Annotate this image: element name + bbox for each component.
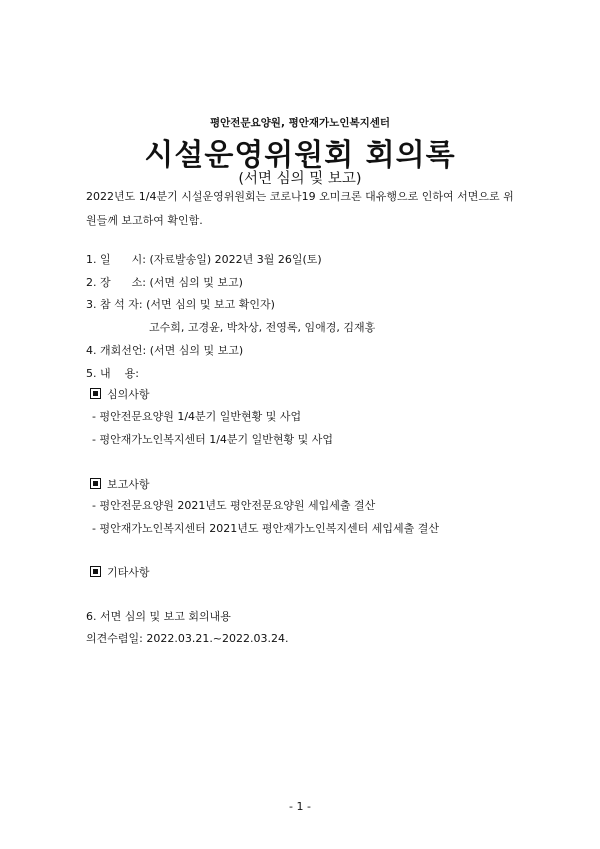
section-other-title: 기타사항: [107, 566, 150, 579]
item-date-label: 1. 일 시:: [86, 253, 146, 266]
attendee-names: 고수희, 고경윤, 박차상, 전영록, 임애경, 김재홍: [149, 321, 376, 334]
filled-square-bullet-icon: [90, 566, 101, 577]
report-item-1: - 평안전문요양원 2021년도 평안전문요양원 세입세출 결산: [92, 499, 376, 512]
section-review-title: 심의사항: [107, 388, 150, 401]
item-opening-value: (서면 심의 및 보고): [149, 344, 244, 357]
review-item-2: - 평안재가노인복지센터 1/4분기 일반현황 및 사업: [92, 433, 334, 446]
intro-line-1: 2022년도 1/4분기 시설운영위원회는 코로나19 오미크론 대유행으로 인하여 서면으로 위: [86, 190, 514, 203]
item-attendees-value: (서면 심의 및 보고 확인자): [146, 298, 275, 311]
item-date: [86, 251, 322, 267]
filled-square-bullet-icon: [90, 478, 101, 489]
opinion-collection-period: 의견수렴일: 2022.03.21.~2022.03.24.: [86, 632, 289, 645]
section-other: [90, 564, 150, 580]
item-opening-label: 4. 개회선언:: [86, 344, 147, 357]
item-content-label: 5. 내 용:: [86, 367, 139, 380]
filled-square-bullet-icon: [90, 388, 101, 399]
item-attendees: [86, 296, 275, 312]
item-opening: [86, 342, 243, 358]
item-place-value: (서면 심의 및 보고): [149, 276, 243, 289]
intro-line-2: 원들께 보고하여 확인함.: [86, 214, 203, 227]
item-place-label: 2. 장 소:: [86, 276, 146, 289]
item-attendees-label: 3. 참 석 자:: [86, 298, 143, 311]
document-title: 시설운영위원회 회의록: [144, 138, 456, 173]
section-report-title: 보고사항: [107, 478, 150, 491]
item-place: [86, 274, 243, 290]
meeting-content-heading: 6. 서면 심의 및 보고 회의내용: [86, 610, 231, 623]
organization-name: 평안전문요양원, 평안재가노인복지센터: [209, 117, 391, 129]
review-item-1: - 평안전문요양원 1/4분기 일반현황 및 사업: [92, 410, 302, 423]
item-date-value: (자료발송일) 2022년 3월 26일(토): [149, 253, 322, 266]
page-number: - 1 -: [289, 800, 311, 813]
report-item-2: - 평안재가노인복지센터 2021년도 평안재가노인복지센터 세입세출 결산: [92, 522, 439, 535]
section-report: [90, 476, 150, 492]
section-review: [90, 386, 150, 402]
document-subtitle: (서면 심의 및 보고): [238, 171, 362, 187]
